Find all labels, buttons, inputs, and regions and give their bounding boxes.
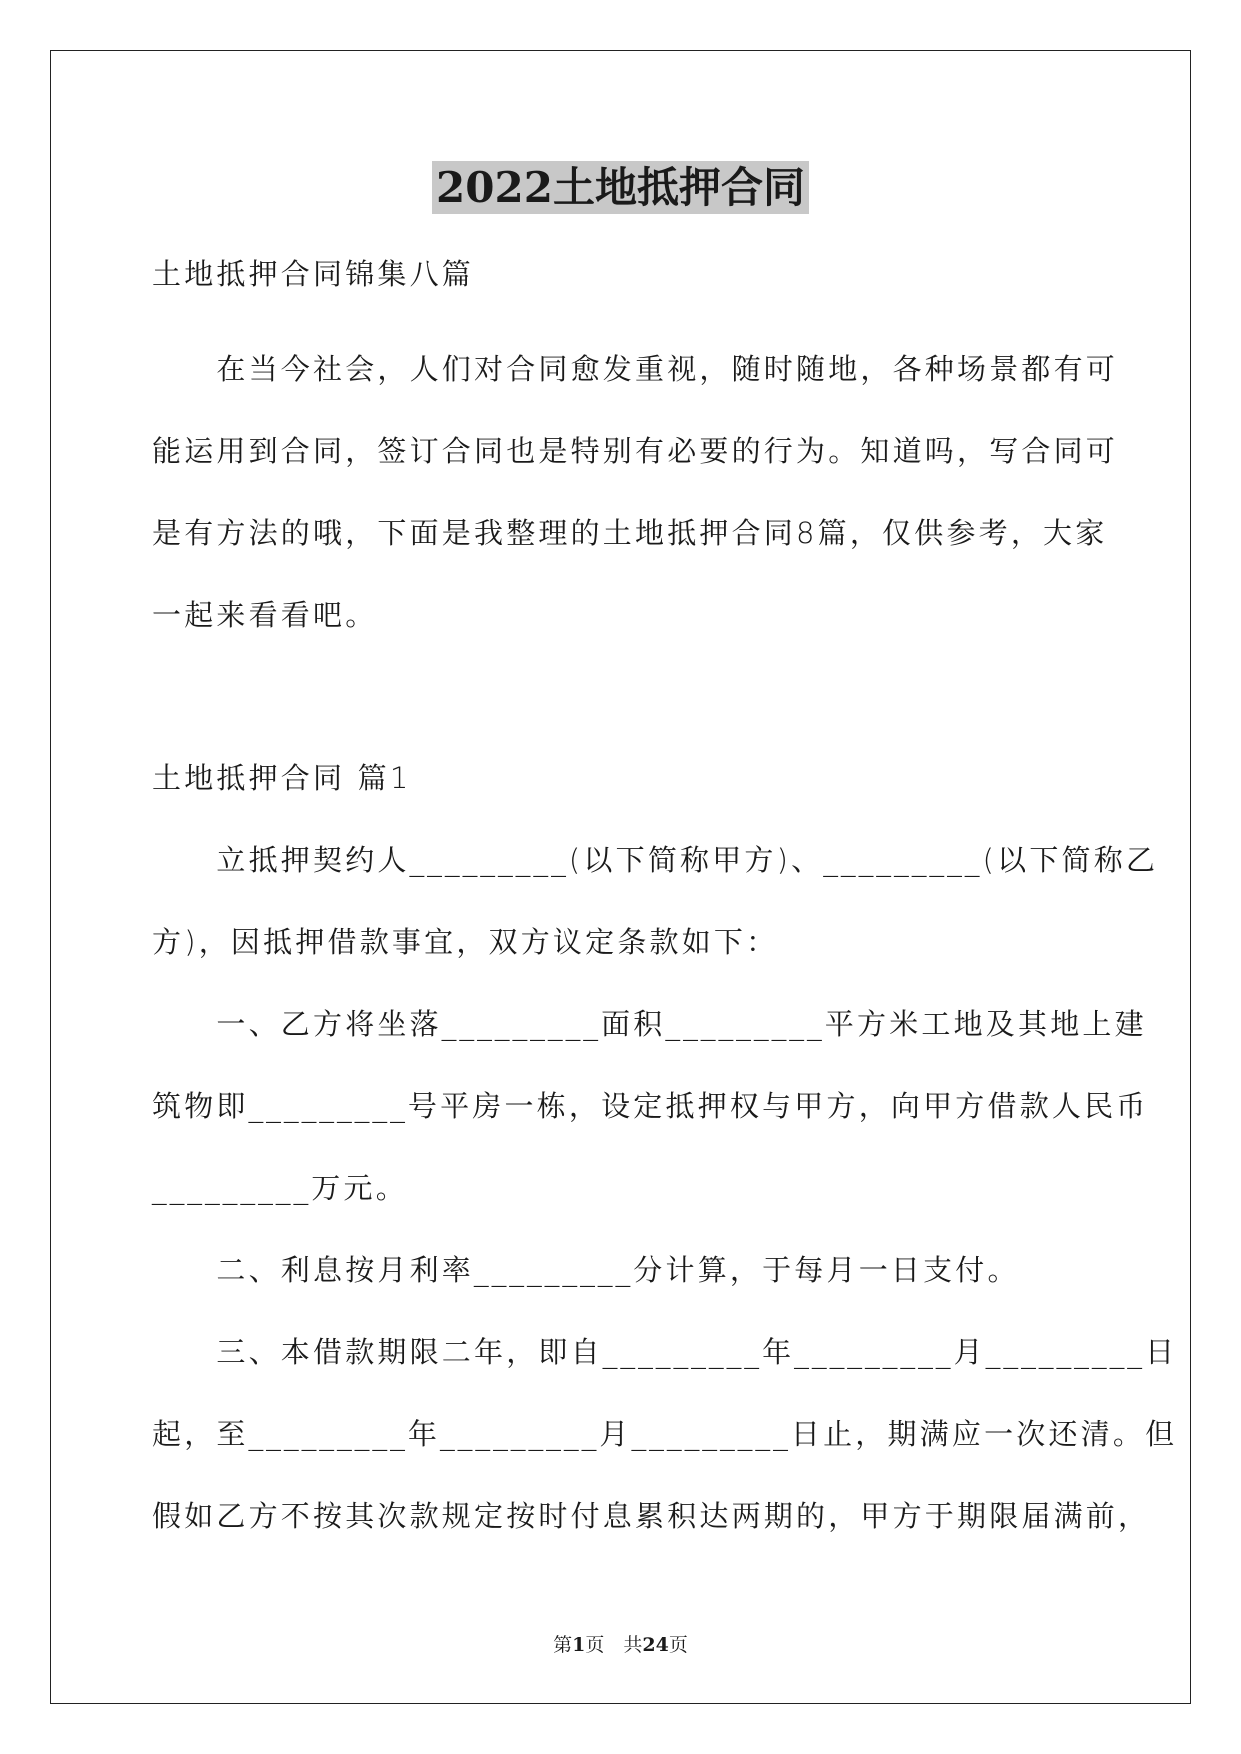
paragraph-line: 一起来看看吧。 xyxy=(152,598,378,632)
page-footer xyxy=(0,1630,1241,1657)
section-heading: 土地抵押合同 篇1 xyxy=(152,761,412,795)
footer-current-page: 1 xyxy=(572,1634,586,1656)
footer-suffix: 页 xyxy=(668,1634,688,1656)
paragraph-line: _________万元。 xyxy=(152,1171,408,1205)
paragraph-line: 方)，因抵押借款事宜，双方议定条款如下： xyxy=(152,925,779,959)
document-title-text: 2022土地抵押合同 xyxy=(432,161,809,214)
paragraph-line: 在当今社会，人们对合同愈发重视，随时随地，各种场景都有可 xyxy=(152,352,1119,386)
document-subtitle: 土地抵押合同锦集八篇 xyxy=(152,257,475,291)
paragraph-line: 是有方法的哦，下面是我整理的土地抵押合同8篇，仅供参考，大家 xyxy=(152,516,1108,550)
footer-prefix: 第 xyxy=(553,1634,573,1656)
footer-mid: 页 共 xyxy=(585,1634,643,1656)
paragraph-line: 能运用到合同，签订合同也是特别有必要的行为。知道吗，写合同可 xyxy=(152,434,1119,468)
paragraph-line: 假如乙方不按其次款规定按时付息累积达两期的，甲方于期限届满前， xyxy=(152,1499,1151,1533)
paragraph-line: 起，至_________年_________月_________日止，期满应一次还清。但 xyxy=(152,1417,1178,1451)
paragraph-line: 筑物即_________号平房一栋，设定抵押权与甲方，向甲方借款人民币 xyxy=(152,1089,1149,1123)
document-title xyxy=(0,155,1241,215)
footer-total-pages: 24 xyxy=(642,1634,669,1656)
paragraph-line: 二、利息按月利率_________分计算，于每月一日支付。 xyxy=(152,1253,1020,1287)
paragraph-line: 三、本借款期限二年，即自_________年_________月_________日 xyxy=(152,1335,1178,1369)
paragraph-line: 一、乙方将坐落_________面积_________平方米工地及其地上建 xyxy=(152,1007,1147,1041)
paragraph-line: 立抵押契约人_________(以下简称甲方)、_________(以下简称乙 xyxy=(152,843,1159,877)
